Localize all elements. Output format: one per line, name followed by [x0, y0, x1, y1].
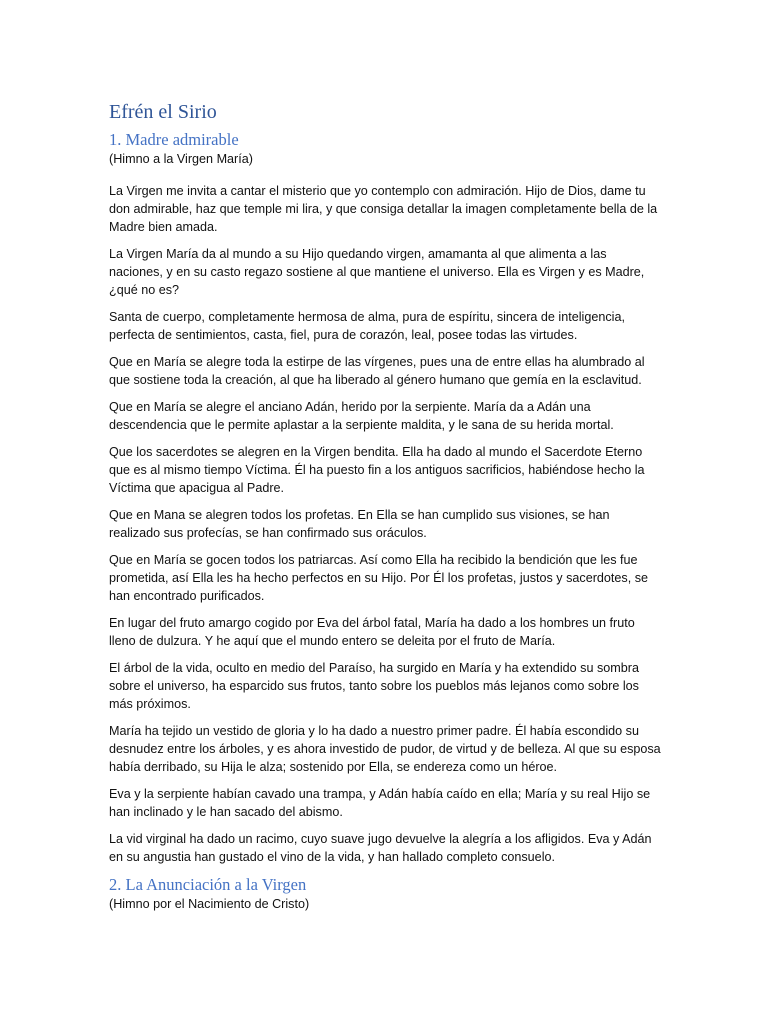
paragraph: Eva y la serpiente habían cavado una trampa, y Adán había caído en ella; María y su real Hijo se han inclinado y le han sacado del abismo. — [109, 787, 651, 819]
section-heading: 1. Madre admirable — [109, 130, 239, 149]
paragraph: En lugar del fruto amargo cogido por Eva del árbol fatal, María ha dado a los hombres un fruto lleno de dulzura. Y he aquí que el mundo entero se deleita por el fruto de María. — [109, 616, 635, 648]
section-madre-admirable — [109, 130, 661, 866]
paragraph: Que en María se alegre toda la estirpe de las vírgenes, pues una de entre ellas ha alumbrado al que sostiene toda la creación, al que ha liberado al género humano que gemía en la esclavitud. — [109, 355, 645, 387]
paragraph: La Virgen me invita a cantar el misterio que yo contemplo con admiración. Hijo de Dios, dame tu don admirable, haz que temple mi lira, y que consiga detallar la imagen completamente bella de la Madre bien amada. — [109, 184, 658, 234]
section-anunciacion — [109, 875, 661, 913]
paragraph: La vid virginal ha dado un racimo, cuyo suave jugo devuelve la alegría a los afligidos. Eva y Adán en su angustia han gustado el vino de la vida, y han hallado completo consuelo. — [109, 832, 652, 864]
section-heading: 2. La Anunciación a la Virgen — [109, 875, 307, 894]
paragraph: El árbol de la vida, oculto en medio del Paraíso, ha surgido en María y ha extendido su sombra sobre el universo, ha esparcido sus frutos, tanto sobre los pueblos más lejanos como sobre los más próximos. — [109, 661, 639, 711]
paragraph: La Virgen María da al mundo a su Hijo quedando virgen, amamanta al que alimenta a las naciones, y en su casto regazo sostiene al que mantiene el universo. Ella es Virgen y es Madre, ¿qué no es? — [109, 247, 645, 297]
document-page — [109, 100, 661, 927]
paragraph: Que en María se alegre el anciano Adán, herido por la serpiente. María da a Adán una descendencia que le permite aplastar a la serpiente maldita, y le sana de su herida mortal. — [109, 400, 614, 432]
section-subtitle: (Himno por el Nacimiento de Cristo) — [109, 897, 310, 911]
document-title: Efrén el Sirio — [109, 101, 217, 123]
paragraph: Que los sacerdotes se alegren en la Virgen bendita. Ella ha dado al mundo el Sacerdote Eterno que es al mismo tiempo Víctima. Él ha puesto fin a los antiguos sacrificios, habiéndose hecho la Víctima que apacigua al Padre. — [109, 445, 645, 495]
paragraph: Que en Mana se alegren todos los profetas. En Ella se han cumplido sus visiones, se han realizado sus profecías, se han confirmado sus oráculos. — [109, 508, 610, 540]
paragraph: Santa de cuerpo, completamente hermosa de alma, pura de espíritu, sincera de inteligencia, perfecta de sentimientos, casta, fiel, pura de corazón, leal, posee todas las virtudes. — [109, 310, 625, 342]
paragraph: María ha tejido un vestido de gloria y lo ha dado a nuestro primer padre. Él había escondido su desnudez entre los árboles, y es ahora investido de pudor, de virtud y de belleza. Al que su esposa había derribado, su Hija le alza; sostenido por Ella, se endereza como un héroe. — [109, 724, 661, 774]
paragraph: Que en María se gocen todos los patriarcas. Así como Ella ha recibido la bendición que les fue prometida, así Ella les ha hecho perfectos en su Hijo. Por Él los profetas, justos y sacerdotes, se han encontrado purificados. — [109, 553, 649, 603]
section-subtitle: (Himno a la Virgen María) — [109, 152, 253, 166]
